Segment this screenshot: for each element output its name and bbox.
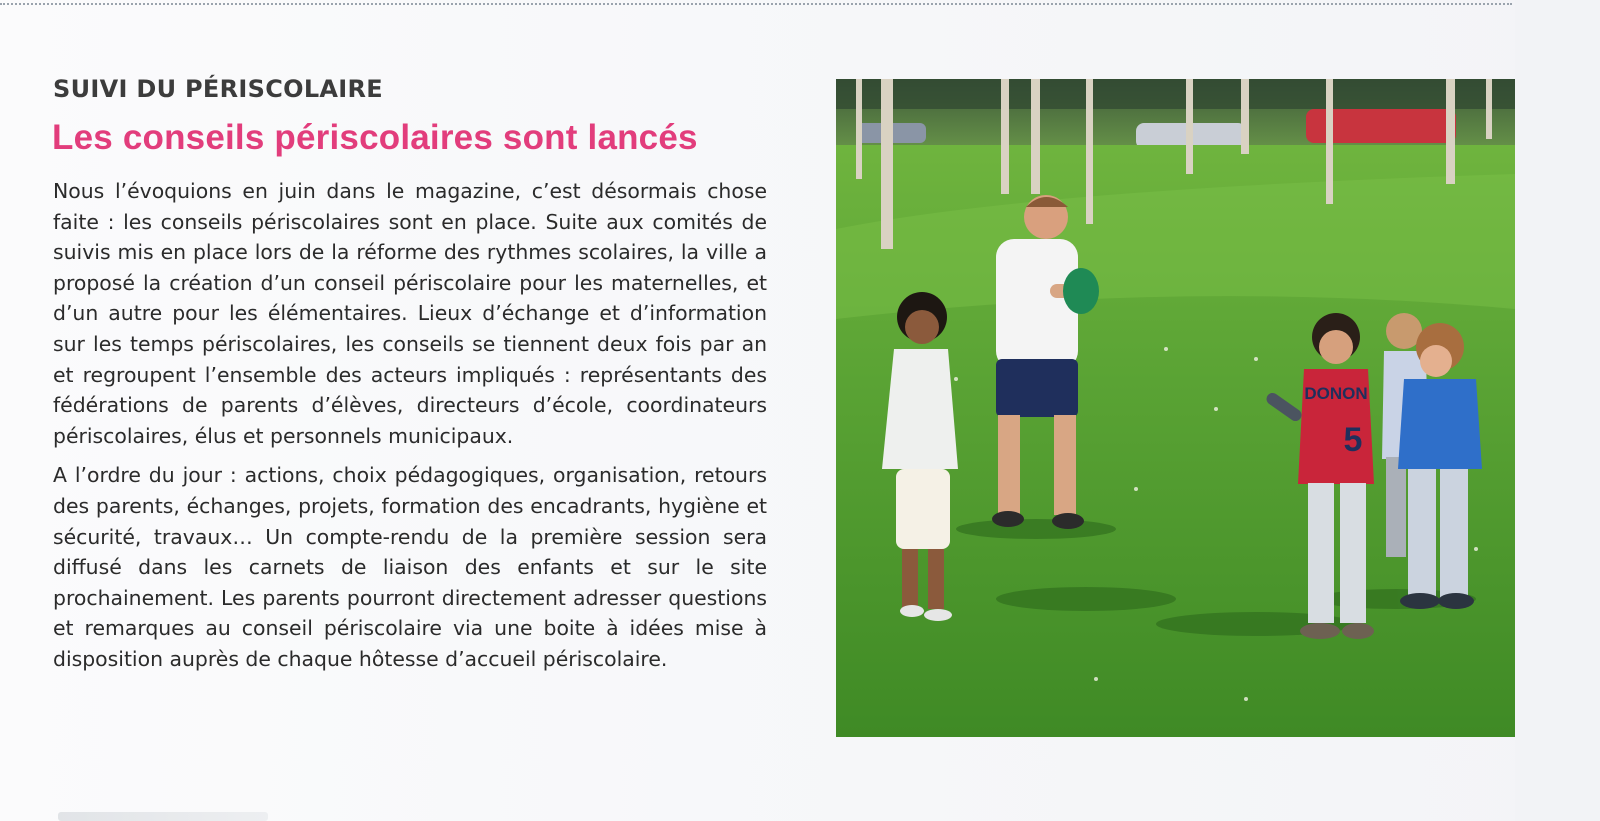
page-right-margin (1515, 0, 1600, 821)
rugby-photo-illustration (836, 79, 1515, 737)
jersey-name: DONON (1304, 384, 1368, 403)
article-headline: Les conseils périscolaires sont lancés (52, 118, 698, 157)
article-paragraph-2: A l’ordre du jour : actions, choix pédagogiques, organisation, retours des parents, échanges, projets, formation des encadrants, hygiène et sécurité, travaux… Un compte-rendu de la première session sera diffusé dans les carnets de liaison des enfants et sur le site prochainement. Les parents pourront directement adresser questions et remarques au conseil périscolaire via une boite à idées mise à disposition auprès de chaque hôtesse d’accueil périscolaire. (53, 463, 767, 671)
section-kicker: SUIVI DU PÉRISCOLAIRE (53, 75, 383, 103)
jersey-number: 5 (1343, 421, 1363, 459)
article-paragraph-1: Nous l’évoquions en juin dans le magazine, c’est désormais chose faite : les conseils périscolaires sont en place. Suite aux comités de suivis mis en place lors de la réforme des rythmes scolaires, la ville a proposé la création d’un conseil périscolaire pour les maternelles, et d’un autre pour les élémentaires. Lieux d’échange et d’information sur les temps périscolaires, les conseils se tiennent deux fois par an et regroupent l’ensemble des acteurs impliqués : représentants des fédérations de parents d’élèves, directeurs d’école, coordinateurs périscolaires, élus et personnels municipaux. (53, 179, 767, 448)
rugby-ball (1063, 268, 1099, 314)
top-dotted-rule (0, 3, 1512, 5)
footer-smudge (58, 812, 268, 821)
article-body (53, 176, 767, 684)
article-photo (836, 79, 1515, 737)
